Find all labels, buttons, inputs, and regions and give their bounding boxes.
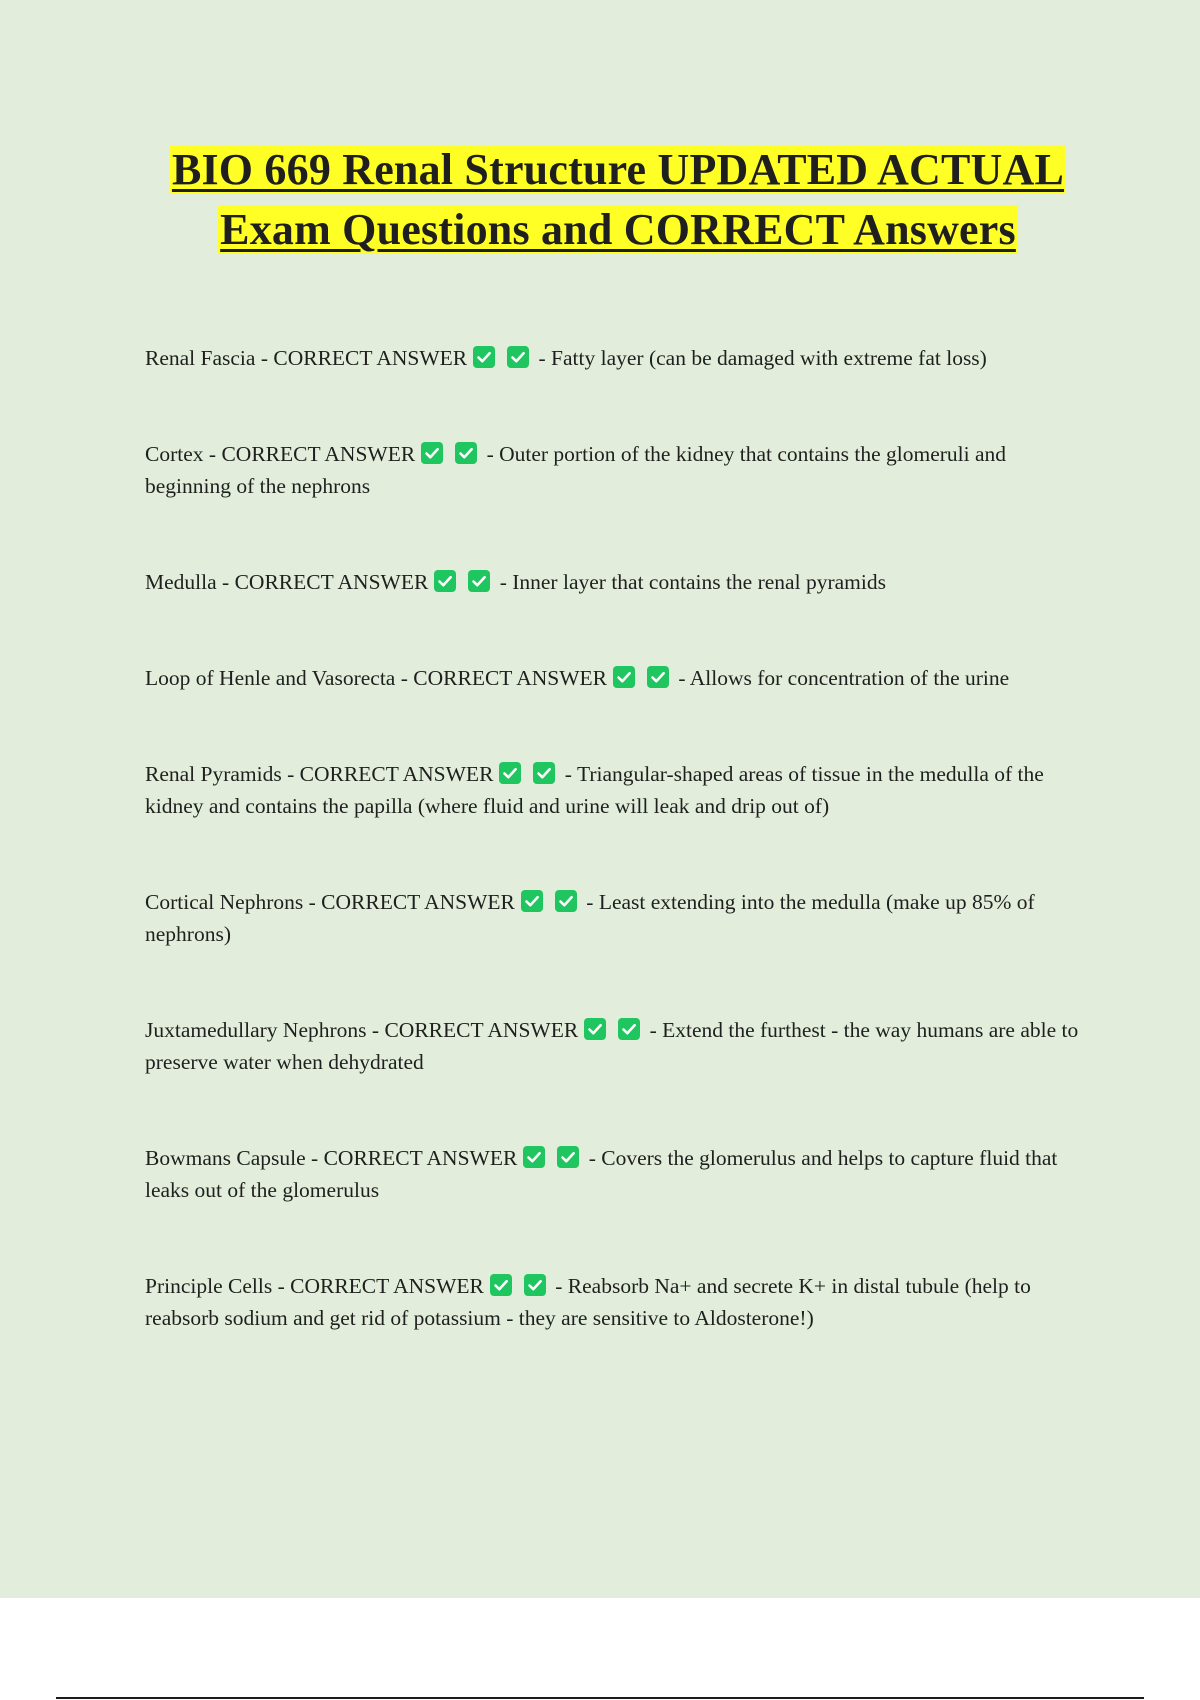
check-mark-icon — [555, 890, 577, 912]
check-mark-icon — [455, 442, 477, 464]
check-mark-icon — [490, 1274, 512, 1296]
qa-term: Renal Pyramids — [145, 762, 282, 786]
qa-answer: Least extending into the medulla (make up 85% of nephrons) — [145, 890, 1035, 946]
qa-correct-answer-label: CORRECT ANSWER — [221, 442, 416, 466]
qa-correct-answer-label: CORRECT ANSWER — [323, 1146, 518, 1170]
check-mark-icon — [468, 570, 490, 592]
check-mark-icon — [523, 1146, 545, 1168]
check-mark-icon — [584, 1018, 606, 1040]
qa-item: Principle Cells - CORRECT ANSWER - Reabsorb Na+ and secrete K+ in distal tubule (help to reabsorb sodium and get rid of potassium - they are sensitive to Aldosterone!) — [145, 1274, 1031, 1330]
qa-term: Renal Fascia — [145, 346, 256, 370]
qa-correct-answer-label: CORRECT ANSWER — [413, 666, 608, 690]
qa-item: Cortical Nephrons - CORRECT ANSWER - Least extending into the medulla (make up 85% of nephrons) — [145, 890, 1035, 946]
qa-term: Loop of Henle and Vasorecta — [145, 666, 396, 690]
qa-correct-answer-label: CORRECT ANSWER — [321, 890, 515, 914]
qa-answer: Outer portion of the kidney that contains the glomeruli and beginning of the nephrons — [145, 442, 1007, 498]
qa-answer: Allows for concentration of the urine — [689, 666, 1010, 690]
qa-correct-answer-label: CORRECT ANSWER — [290, 1274, 484, 1298]
check-mark-icon — [421, 442, 443, 464]
qa-correct-answer-label: CORRECT ANSWER — [299, 762, 494, 786]
check-mark-icon — [647, 666, 669, 688]
qa-item: Renal Fascia - CORRECT ANSWER - Fatty layer (can be damaged with extreme fat loss) — [145, 346, 987, 370]
qa-answer: Triangular-shaped areas of tissue in the medulla of the kidney and contains the papilla (where fluid and urine will leak and drip out of) — [145, 762, 1044, 818]
qa-term: Cortical Nephrons — [145, 890, 304, 914]
qa-item: Renal Pyramids - CORRECT ANSWER - Triangular-shaped areas of tissue in the medulla of the kidney and contains the papilla (where fluid and urine will leak and drip out of) — [145, 762, 1044, 818]
check-mark-icon — [499, 762, 521, 784]
qa-term: Cortex — [145, 442, 204, 466]
qa-item: Cortex - CORRECT ANSWER - Outer portion of the kidney that contains the glomeruli and beginning of the nephrons — [145, 442, 1007, 498]
qa-term: Bowmans Capsule — [145, 1146, 306, 1170]
qa-item: Bowmans Capsule - CORRECT ANSWER - Covers the glomerulus and helps to capture fluid that leaks out of the glomerulus — [145, 1146, 1058, 1202]
document-title — [130, 140, 1106, 260]
qa-list — [145, 342, 1095, 1398]
qa-term: Medulla — [145, 570, 217, 594]
qa-answer: Fatty layer (can be damaged with extreme fat loss) — [551, 346, 987, 370]
qa-term: Principle Cells — [145, 1274, 273, 1298]
document-title-text: BIO 669 Renal Structure UPDATED ACTUAL Exam Questions and CORRECT Answers — [171, 145, 1065, 254]
qa-item: Juxtamedullary Nephrons - CORRECT ANSWER - Extend the furthest - the way humans are able to preserve water when dehydrated — [145, 1018, 1079, 1074]
qa-correct-answer-label: CORRECT ANSWER — [273, 346, 468, 370]
qa-term: Juxtamedullary Nephrons — [145, 1018, 367, 1042]
check-mark-icon — [533, 762, 555, 784]
qa-correct-answer-label: CORRECT ANSWER — [384, 1018, 579, 1042]
check-mark-icon — [557, 1146, 579, 1168]
check-mark-icon — [434, 570, 456, 592]
check-mark-icon — [507, 346, 529, 368]
qa-item: Medulla - CORRECT ANSWER - Inner layer that contains the renal pyramids — [145, 570, 886, 594]
check-mark-icon — [618, 1018, 640, 1040]
qa-answer: Covers the glomerulus and helps to capture fluid that leaks out of the glomerulus — [145, 1146, 1058, 1202]
footer-divider — [56, 1697, 1144, 1699]
qa-answer: Inner layer that contains the renal pyramids — [512, 570, 886, 594]
check-mark-icon — [473, 346, 495, 368]
check-mark-icon — [613, 666, 635, 688]
qa-correct-answer-label: CORRECT ANSWER — [234, 570, 429, 594]
check-mark-icon — [521, 890, 543, 912]
qa-answer: Extend the furthest - the way humans are able to preserve water when dehydrated — [145, 1018, 1079, 1074]
qa-answer: Reabsorb Na+ and secrete K+ in distal tubule (help to reabsorb sodium and get rid of potassium - they are sensitive to Aldosterone!) — [145, 1274, 1031, 1330]
qa-item: Loop of Henle and Vasorecta - CORRECT ANSWER - Allows for concentration of the urine — [145, 666, 1010, 690]
check-mark-icon — [524, 1274, 546, 1296]
